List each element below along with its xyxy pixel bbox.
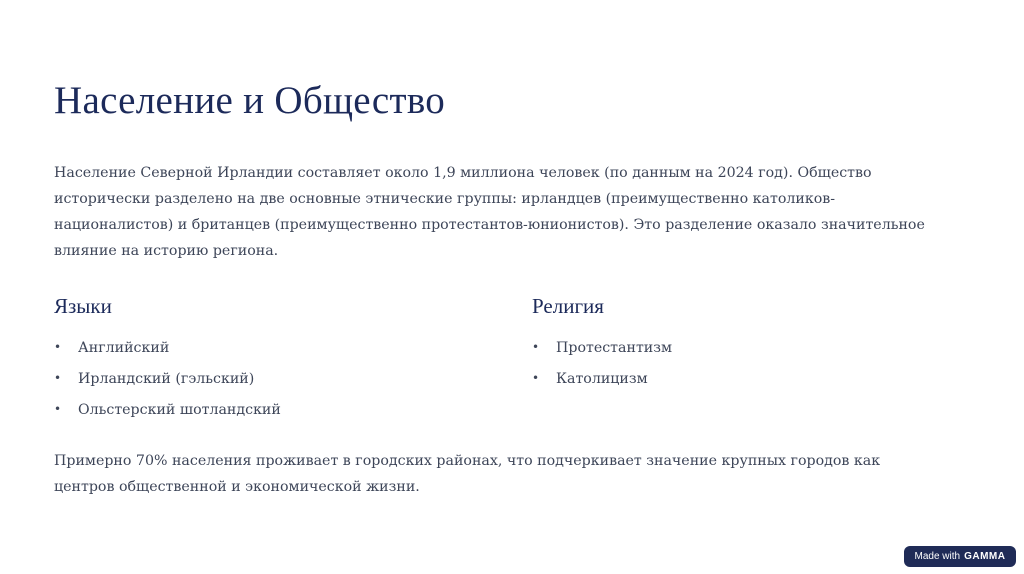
- list-item: [54, 369, 494, 389]
- religion-list: [532, 338, 972, 389]
- list-item: [54, 338, 494, 358]
- badge-prefix: Made with: [914, 551, 961, 562]
- religion-heading: Религия: [532, 294, 604, 318]
- languages-list: [54, 338, 494, 420]
- languages-section: [54, 292, 494, 431]
- made-with-gamma-badge[interactable]: [904, 546, 1016, 567]
- intro-paragraph: Население Северной Ирландии составляет около 1,9 миллиона человек (по данным на 2024 год). Общество исторически разделено на две основные этнические группы: ирландцев (преимущественно католиков-националистов) и британцев (преимущественно протестантов-юнионистов). Это разделение оказало значительное влияние на историю региона.: [54, 165, 925, 259]
- slide-title: Население и Общество: [54, 79, 446, 122]
- languages-heading: Языки: [54, 294, 112, 318]
- bullet-icon: •: [532, 371, 540, 385]
- bullet-icon: •: [532, 340, 540, 354]
- list-item: [532, 369, 972, 389]
- language-label: Английский: [78, 340, 170, 356]
- bullet-icon: •: [54, 340, 62, 354]
- religion-label: Протестантизм: [556, 340, 673, 356]
- language-label: Ольстерский шотландский: [78, 402, 281, 418]
- gamma-logo: GAMMA: [964, 551, 1006, 562]
- outro-paragraph: Примерно 70% населения проживает в городских районах, что подчеркивает значение крупных городов как центров общественной и экономической жизни.: [54, 453, 881, 495]
- bullet-icon: •: [54, 402, 62, 416]
- list-item: [54, 400, 494, 420]
- religion-section: [532, 292, 972, 400]
- religion-label: Католицизм: [556, 371, 648, 387]
- bullet-icon: •: [54, 371, 62, 385]
- language-label: Ирландский (гэльский): [78, 371, 255, 387]
- list-item: [532, 338, 972, 358]
